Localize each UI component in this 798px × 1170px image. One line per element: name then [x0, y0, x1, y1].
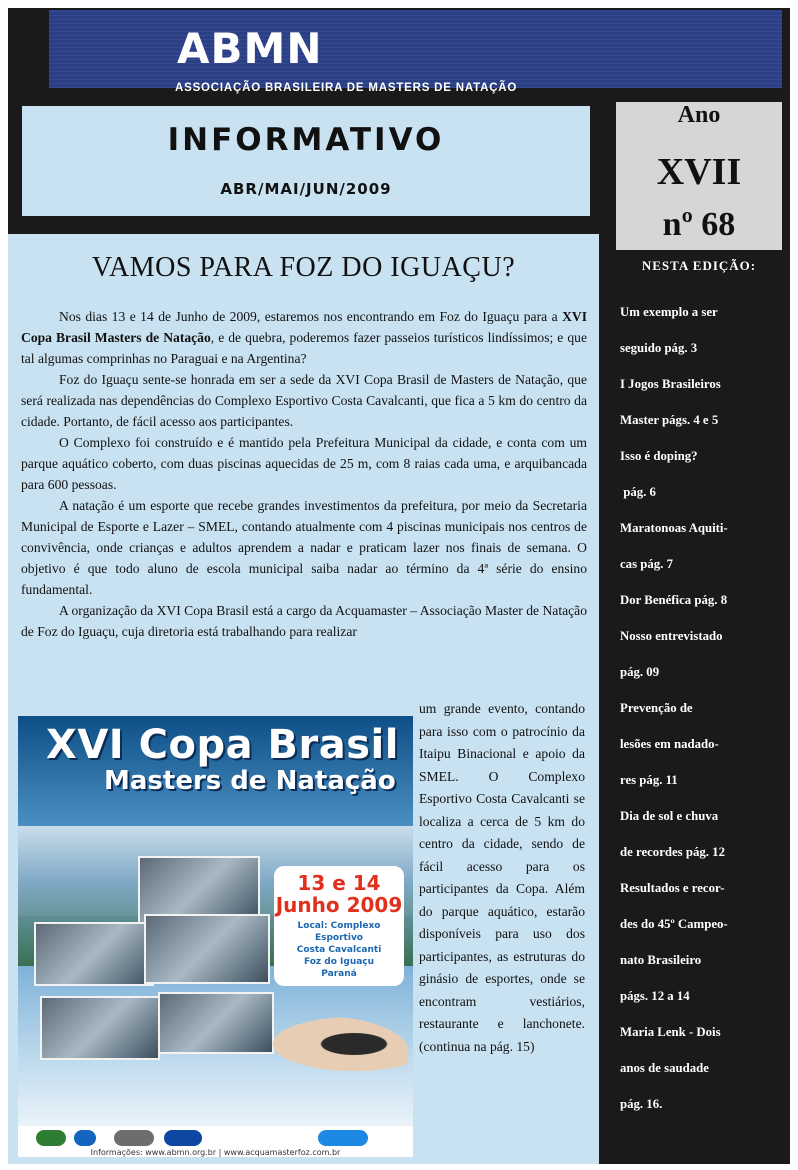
poster-date: 13 e 14: [297, 871, 381, 895]
informativo-date: ABR/MAI/JUN/2009: [220, 180, 392, 198]
toc-line: seguido pág. 3: [620, 341, 698, 355]
sponsor-logo-icon: [318, 1130, 368, 1146]
toc-title: NESTA EDIÇÃO:: [641, 258, 757, 273]
paragraph: O Complexo foi construído e é mantido pela Prefeitura Municipal da cidade, e conta com um parque aquático coberto, com duas piscinas aquecidas de 25 m, com 8 raias cada uma, e arquibancada para 600 pessoas.: [21, 435, 587, 492]
edition-year: XVII: [656, 151, 742, 193]
toc-line: Maria Lenk - Dois: [620, 1025, 721, 1039]
paragraph: Foz do Iguaçu sente-se honrada em ser a sede da XVI Copa Brasil de Masters de Natação, que será realizada nas dependências do Complexo Esportivo Costa Cavalcanti, que fica a 5 km do centro da cidade. Portanto, de fácil acesso aos participantes.: [21, 372, 587, 429]
toc-line: pág. 09: [620, 665, 660, 679]
sponsor-logo-icon: [164, 1130, 202, 1146]
brand-subtitle: ASSOCIAÇÃO BRASILEIRA DE MASTERS DE NATAÇÃO: [175, 82, 518, 94]
toc-line: anos de saudade: [620, 1061, 709, 1075]
sponsor-logo-icon: [74, 1130, 96, 1146]
poster-title: XVI Copa Brasil: [46, 722, 399, 768]
article-headline: VAMOS PARA FOZ DO IGUAÇU?: [91, 252, 516, 283]
informativo-title: INFORMATIVO: [167, 122, 445, 158]
paragraph: Nos dias 13 e 14 de Junho de 2009, estaremos nos encontrando em Foz do Iguaçu para a XVI Copa Brasil Masters de Natação, e de quebra, poderemos fazer passeios turísticos lindíssimos; e que tal algumas comprinhas no Paraguai e na Argentina?: [21, 309, 587, 366]
poster-local: Local: Complexo: [297, 921, 381, 931]
poster-month: Junho 2009: [275, 893, 403, 917]
toc-line: pág. 16.: [620, 1097, 663, 1111]
toc-line: Isso é doping?: [620, 449, 698, 463]
sponsor-logo-icon: [36, 1130, 66, 1146]
toc-line: res pág. 11: [620, 773, 678, 787]
main-article: [8, 234, 599, 1164]
edition-ano-label: Ano: [677, 102, 721, 128]
toc-line: Prevenção de: [620, 701, 693, 715]
toc-line: Maratonoas Aquiti-: [620, 521, 728, 535]
toc-line: I Jogos Brasileiros: [620, 377, 721, 391]
toc-line: Nosso entrevistado: [620, 629, 723, 643]
pool-photo: [40, 996, 160, 1060]
poster-footer-text: Informações: www.abmn.org.br | www.acquamasterfoz.com.br: [90, 1148, 341, 1157]
toc-line: Um exemplo a ser: [620, 305, 718, 319]
edition-box: [616, 102, 782, 250]
toc-line: cas pág. 7: [620, 557, 673, 571]
table-of-contents: [620, 294, 780, 1122]
toc-line: des do 45º Campeo-: [620, 917, 728, 931]
paragraph: A natação é um esporte que recebe grandes investimentos da prefeitura, por meio da Secretaria Municipal de Esporte e Lazer – SMEL, contando atualmente com 4 piscinas municipais nos centros de convivência, onde crianças e adultos aprendem a nadar e praticam lazer nos finais de semana. O objetivo é que todo aluno de escola municipal saiba nadar ao término da 4ª série do ensino fundamental.: [21, 498, 587, 597]
toc-line: Dor Benéfica pág. 8: [620, 593, 728, 607]
toc-line: pág. 6: [620, 485, 656, 499]
pool-photo: [34, 922, 154, 986]
toc-line: de recordes pág. 12: [620, 845, 725, 859]
toc-line: Resultados e recor-: [620, 881, 725, 895]
toc-line: lesões em nadado-: [620, 737, 719, 751]
toc-line: págs. 12 a 14: [620, 989, 690, 1003]
toc-line: Master págs. 4 e 5: [620, 413, 719, 427]
edition-number: nº 68: [662, 206, 736, 243]
header-banner: [49, 10, 782, 94]
event-poster: [18, 716, 413, 1157]
article-continuation: um grande evento, contando para isso com o patrocínio da Itaipu Binacional e apoio da SMEL. O Complexo Esportivo Costa Cavalcanti se localiza a cerca de 5 km do centro da cidade, sendo de fácil acesso para os participantes da Copa. Além do parque aquático, estarão disponíveis para uso dos participantes, as estruturas do ginásio de esportes, onde se encontram vestiários, restaurante e lanchonete. (continua na pág. 15): [419, 701, 585, 1054]
paragraph: A organização da XVI Copa Brasil está a cargo da Acquamaster – Associação Master de Natação de Foz do Iguaçu, cuja diretoria está trabalhando para realizar: [21, 603, 587, 639]
article-body: [21, 306, 587, 642]
poster-subtitle: Masters de Natação: [104, 766, 396, 796]
toc-line: Dia de sol e chuva: [620, 809, 719, 823]
toc-line: nato Brasileiro: [620, 953, 702, 967]
pool-photo: [144, 914, 270, 984]
informativo-box: [22, 106, 590, 216]
poster-date-box: 13 e 14 Junho 2009 Local: Complexo Esportivo Costa Cavalcanti Foz do Iguaçu Paraná: [274, 866, 404, 986]
swimmer-image: [228, 1016, 408, 1086]
brand-title: ABMN: [177, 24, 323, 73]
sponsor-logo-icon: [114, 1130, 154, 1146]
